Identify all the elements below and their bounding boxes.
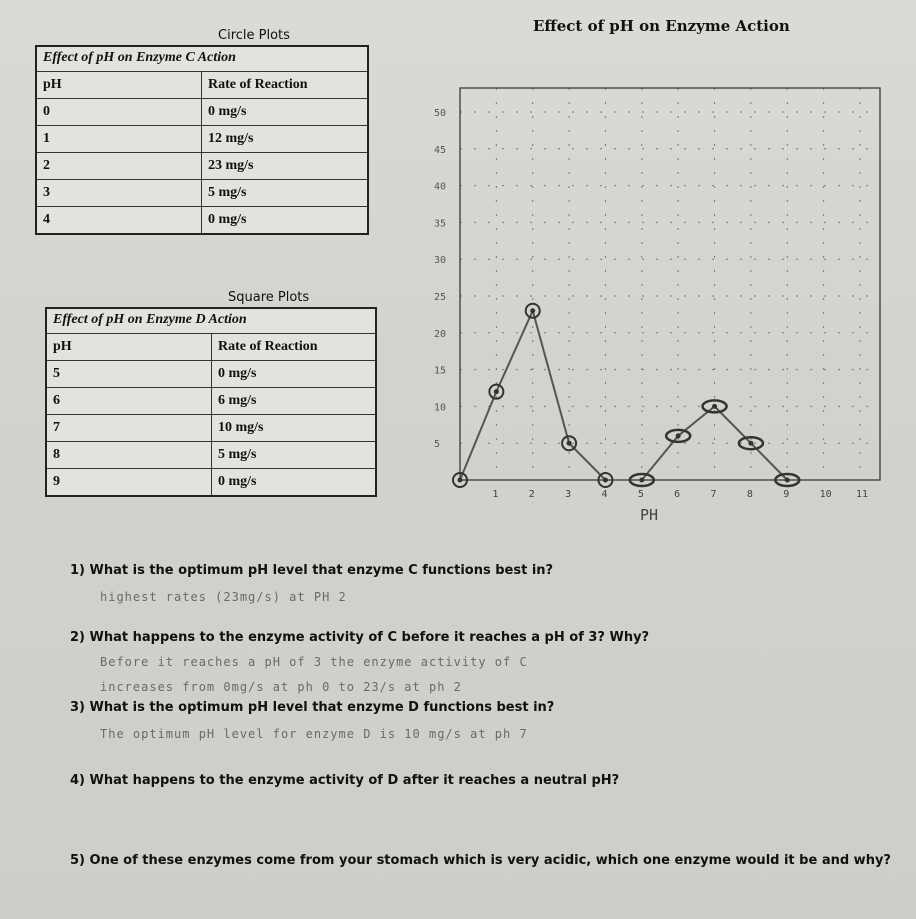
x-tick-label: 8 [746, 489, 753, 500]
ph-cell: 7 [47, 415, 212, 441]
question-2: 2) What happens to the enzyme activity of C before it reaches a pH of 3? Why? [70, 630, 650, 645]
enzyme-c-table-caption: Effect of pH on Enzyme C Action [37, 47, 367, 72]
rate-cell: 12 mg/s [208, 131, 254, 146]
y-tick-label: 35 [434, 218, 447, 230]
table-row [37, 180, 367, 207]
ph-column-header: pH [37, 72, 202, 98]
enzyme-c-table [35, 45, 369, 235]
question-4: 4) What happens to the enzyme activity of D after it reaches a neutral pH? [70, 773, 620, 788]
table-row [37, 207, 367, 233]
ph-cell: 4 [37, 207, 202, 233]
ph-cell: 0 [37, 99, 202, 125]
y-tick-label: 45 [434, 144, 447, 156]
y-tick-label: 5 [434, 439, 441, 451]
rate-cell: 0 mg/s [208, 104, 247, 119]
x-axis-label: PH [640, 506, 659, 524]
rate-column-header: Rate of Reaction [218, 339, 318, 354]
table-row [37, 99, 367, 126]
rate-cell: 5 mg/s [218, 447, 257, 462]
enzyme-d-table-caption: Effect of pH on Enzyme D Action [47, 309, 375, 334]
y-tick-label: 15 [434, 365, 447, 377]
ph-cell: 2 [37, 153, 202, 179]
question-1: 1) What is the optimum pH level that enzyme C functions best in? [70, 563, 554, 578]
ph-cell: 9 [47, 469, 212, 495]
ph-cell: 8 [47, 442, 212, 468]
table-header-row [37, 72, 367, 99]
rate-cell: 0 mg/s [208, 212, 247, 227]
enzyme-d-table [45, 307, 377, 497]
y-tick-label: 40 [434, 181, 447, 193]
ph-cell: 5 [47, 361, 212, 387]
table-header-row [47, 334, 375, 361]
rate-cell: 5 mg/s [208, 185, 247, 200]
ph-cell: 6 [47, 388, 212, 414]
table-row [47, 361, 375, 388]
ph-cell: 3 [37, 180, 202, 206]
answer-3-line-1: The optimum pH level for enzyme D is 10 mg/s at ph 7 [100, 727, 528, 741]
x-tick-label: 3 [565, 489, 572, 500]
rate-cell: 0 mg/s [218, 366, 257, 381]
rate-cell: 0 mg/s [218, 474, 257, 489]
x-tick-label: 9 [783, 489, 790, 500]
table-row [47, 415, 375, 442]
y-tick-label: 30 [434, 255, 447, 267]
square-plots-label: Square Plots [228, 290, 310, 305]
rate-cell: 6 mg/s [218, 393, 257, 408]
question-5: 5) One of these enzymes come from your stomach which is very acidic, which one enzyme would it be and why? [70, 853, 891, 868]
y-tick-label: 50 [434, 108, 447, 119]
x-tick-label: 2 [528, 489, 535, 500]
y-tick-label: 25 [434, 292, 447, 303]
x-tick-label: 5 [637, 489, 644, 500]
table-row [47, 469, 375, 495]
x-tick-label: 4 [601, 489, 608, 500]
chart-title: Effect of pH on Enzyme Action [533, 17, 790, 35]
x-tick-label: 11 [856, 489, 869, 500]
y-tick-label: 20 [434, 328, 447, 340]
rate-cell: 10 mg/s [218, 420, 264, 435]
answer-1-line-1: highest rates (23mg/s) at PH 2 [100, 590, 347, 604]
x-tick-label: 6 [674, 489, 681, 500]
table-row [37, 153, 367, 180]
circle-plots-label: Circle Plots [218, 28, 290, 43]
table-row [37, 126, 367, 153]
table-row [47, 388, 375, 415]
answer-2-line-2: increases from 0mg/s at ph 0 to 23/s at ph 2 [100, 680, 462, 694]
answer-2-line-1: Before it reaches a pH of 3 the enzyme activity of C [100, 655, 528, 669]
x-tick-label: 7 [710, 489, 717, 500]
x-tick-label: 1 [492, 489, 499, 500]
y-tick-label: 10 [434, 402, 447, 414]
ph-cell: 1 [37, 126, 202, 152]
rate-column-header: Rate of Reaction [208, 77, 308, 92]
rate-cell: 23 mg/s [208, 158, 254, 173]
ph-column-header: pH [47, 334, 212, 360]
table-row [47, 442, 375, 469]
x-tick-label: 10 [819, 489, 832, 500]
question-3: 3) What is the optimum pH level that enzyme D functions best in? [70, 700, 555, 715]
